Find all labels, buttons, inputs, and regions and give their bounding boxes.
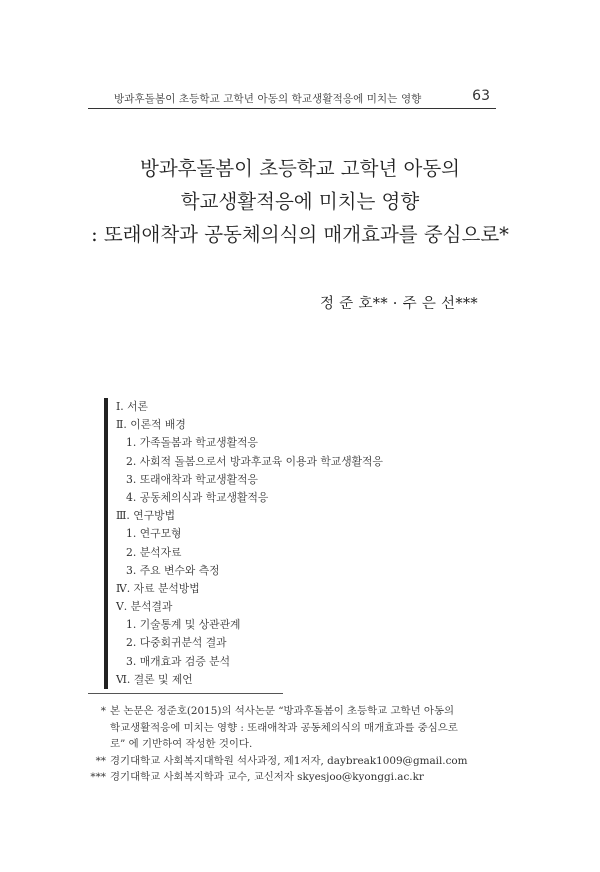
toc-item: 4. 공동체의식과 학교생활적응: [126, 490, 269, 504]
toc-item: Ⅱ. 이론적 배경: [116, 418, 186, 432]
footnote-mark: ***: [90, 771, 106, 783]
footnote-rule: [88, 693, 283, 694]
toc-item: 1. 가족돌봄과 학교생활적응: [126, 436, 258, 450]
toc-item: 2. 분석자료: [126, 545, 182, 559]
authors: 정 준 호** · 주 은 선***: [320, 296, 478, 312]
page-number: 63: [472, 88, 490, 104]
toc-item: 3. 또래애착과 학교생활적응: [126, 472, 258, 486]
toc-item: 1. 기술통계 및 상관관계: [126, 618, 241, 632]
toc-item: 1. 연구모형: [126, 527, 182, 541]
toc-item: Ⅰ. 서론: [116, 400, 148, 413]
paper-subtitle: : 또래애착과 공동체의식의 매개효과를 중심으로*: [91, 223, 509, 246]
toc-item: 2. 다중회귀분석 결과: [126, 636, 227, 650]
running-header: [88, 88, 496, 109]
footnote: [88, 703, 500, 753]
toc-item: 2. 사회적 돌봄으로서 방과후교육 이용과 학교생활적응: [126, 454, 383, 468]
paper-title-line-1: 방과후돌봄이 초등학교 고학년 아동의: [140, 157, 460, 180]
footnote-line: 로” 에 기반하여 작성한 것이다.: [110, 738, 253, 750]
footnote-line: 경기대학교 사회복지학과 교수, 교신저자 skyesjoo@kyonggi.ac.kr: [110, 771, 424, 783]
toc-item: 3. 주요 변수와 측정: [126, 563, 220, 577]
table-of-contents: [104, 398, 516, 689]
footnotes: [88, 703, 500, 786]
running-title: 방과후돌봄이 초등학교 고학년 아동의 학교생활적응에 미치는 영향: [114, 93, 422, 105]
footnote-line: 본 논문은 정준호(2015)의 석사논문 “방과후돌봄이 초등학교 고학년 아동의: [110, 705, 455, 717]
toc-item: Ⅳ. 자료 분석방법: [116, 581, 200, 595]
footnote-line: 경기대학교 사회복지대학원 석사과정, 제1저자, daybreak1009@gmail.com: [110, 754, 468, 767]
footnote-mark: **: [95, 754, 106, 767]
toc-item: Ⅲ. 연구방법: [116, 509, 175, 523]
toc-item: Ⅵ. 결론 및 제언: [116, 672, 193, 686]
footnote-line: 학교생활적응에 미치는 영향 : 또래애착과 공동체의식의 매개효과를 중심으로: [110, 721, 458, 734]
toc-item: Ⅴ. 분석결과: [116, 600, 173, 614]
footnote-mark: *: [100, 705, 106, 717]
toc-item: 3. 매개효과 검증 분석: [126, 654, 231, 668]
footnote: [88, 769, 500, 786]
paper-title-line-2: 학교생활적응에 미치는 영향: [180, 190, 420, 213]
footnote: [88, 753, 500, 770]
